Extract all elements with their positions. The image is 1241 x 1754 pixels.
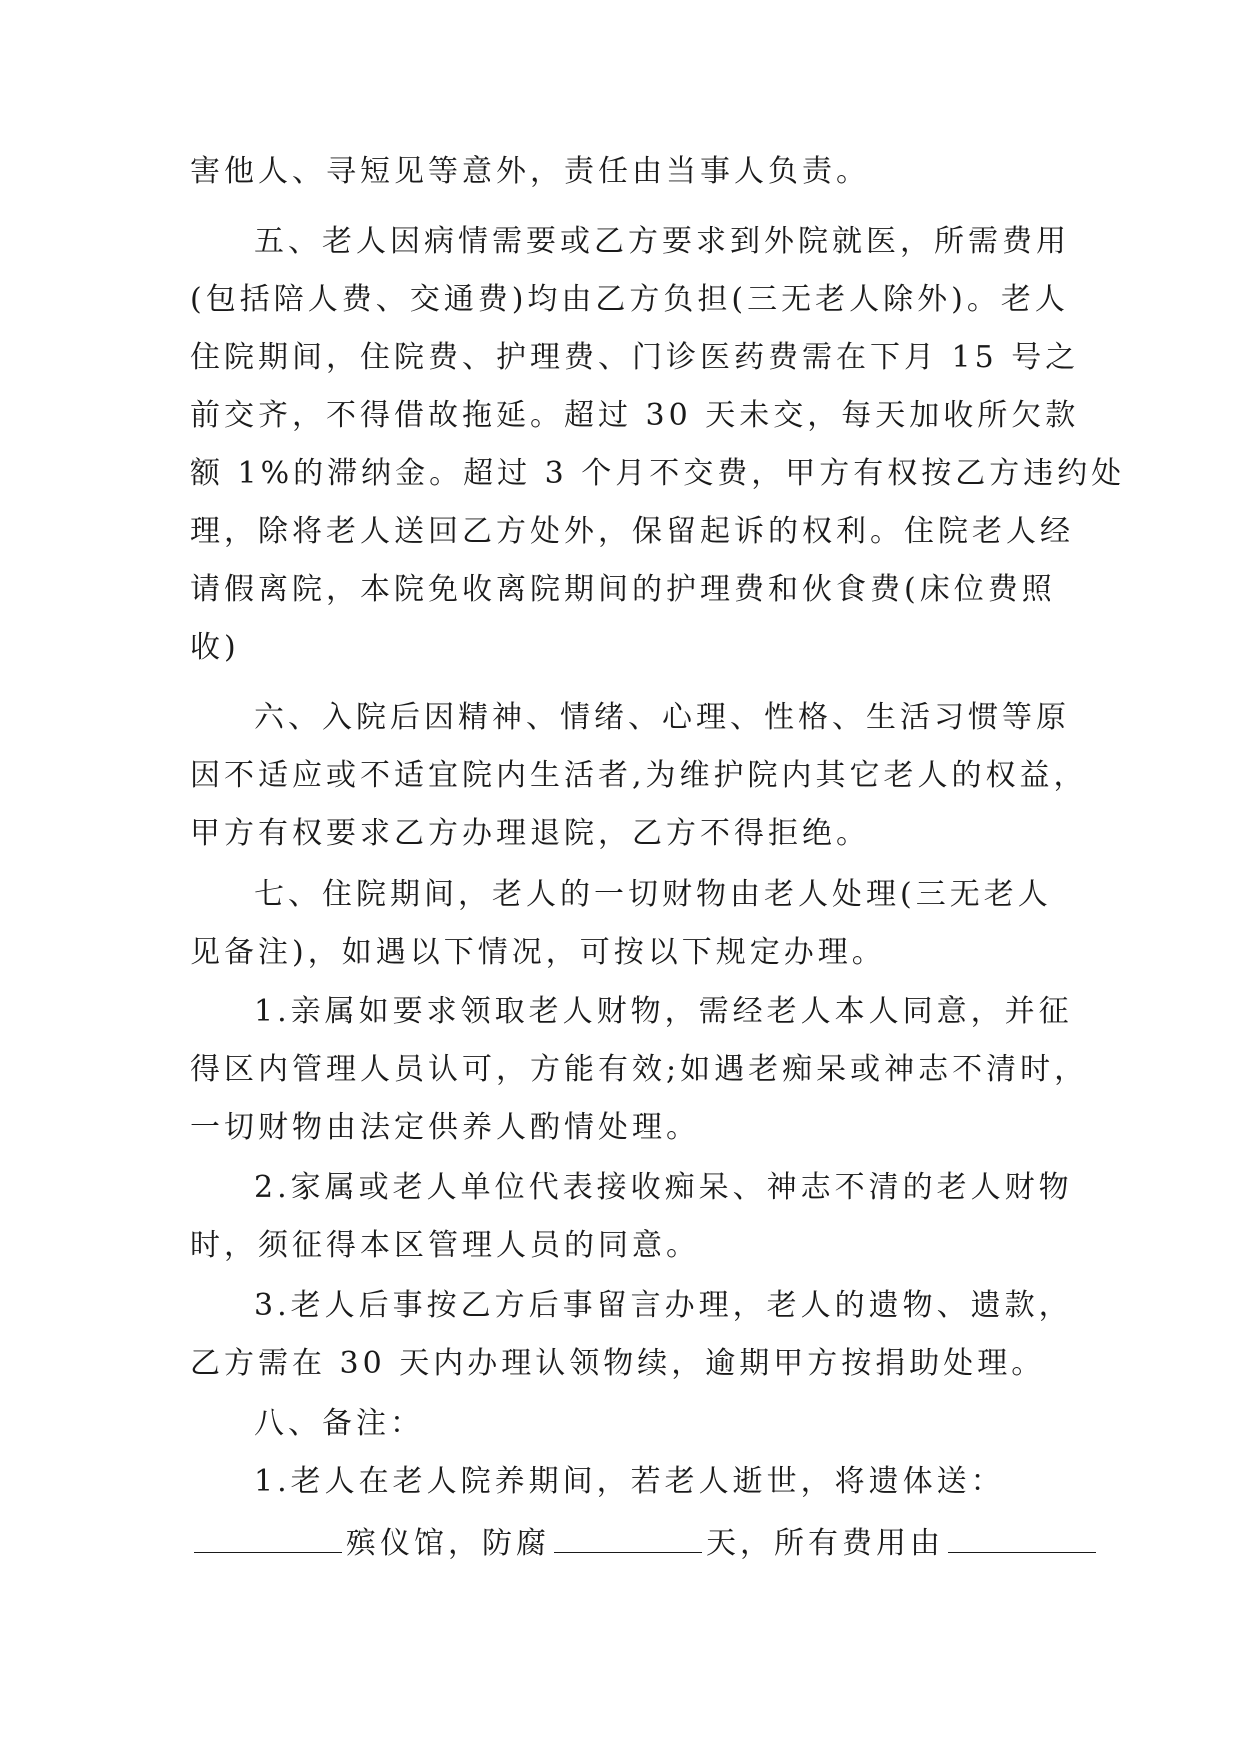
paragraph-line: 得区内管理人员认可，方能有效;如遇老痴呆或神志不清时， (190, 1052, 1089, 1087)
paragraph-line: 前交齐，不得借故拖延。超过 30 天未交，每天加收所欠款 (190, 398, 1080, 433)
paragraph-line: 八、备注： (254, 1406, 424, 1441)
blank-field[interactable] (948, 1520, 1096, 1553)
paragraph-line: 3.老人后事按乙方后事留言办理，老人的遗物、遗款， (254, 1288, 1073, 1323)
paragraph-line: 住院期间，住院费、护理费、门诊医药费需在下月 15 号之 (190, 340, 1080, 375)
paragraph-line: 六、入院后因精神、情绪、心理、性格、生活习惯等原 (254, 700, 1070, 735)
paragraph-line: 五、老人因病情需要或乙方要求到外院就医，所需费用 (254, 224, 1070, 259)
paragraph-line: 理，除将老人送回乙方处外，保留起诉的权利。住院老人经 (190, 514, 1074, 549)
fill-in-text: 天，所有费用由 (706, 1526, 944, 1561)
fill-in-text: 殡仪馆，防腐 (346, 1526, 550, 1561)
paragraph-line: (包括陪人费、交通费)均由乙方负担(三无老人除外)。老人 (190, 282, 1069, 317)
paragraph-line: 害他人、寻短见等意外，责任由当事人负责。 (190, 154, 870, 189)
paragraph-line: 因不适应或不适宜院内生活者,为维护院内其它老人的权益， (190, 758, 1088, 793)
paragraph-line: 见备注)，如遇以下情况，可按以下规定办理。 (190, 935, 886, 970)
paragraph-line: 1.老人在老人院养期间，若老人逝世，将遗体送： (254, 1464, 1005, 1499)
paragraph-line: 时，须征得本区管理人员的同意。 (190, 1228, 700, 1263)
paragraph-line: 收) (190, 630, 240, 665)
paragraph-line: 2.家属或老人单位代表接收痴呆、神志不清的老人财物 (254, 1170, 1073, 1205)
blank-field[interactable] (194, 1520, 342, 1553)
paragraph-line: 乙方需在 30 天内办理认领物续，逾期甲方按捐助处理。 (190, 1346, 1046, 1381)
paragraph-line: 请假离院，本院免收离院期间的护理费和伙食费(床位费照 (190, 572, 1056, 607)
paragraph-line: 一切财物由法定供养人酌情处理。 (190, 1110, 700, 1145)
fill-in-line (190, 1520, 1100, 1564)
paragraph-line: 额 1%的滞纳金。超过 3 个月不交费，甲方有权按乙方违约处 (190, 456, 1126, 491)
paragraph-line: 七、住院期间，老人的一切财物由老人处理(三无老人 (254, 877, 1052, 912)
paragraph-line: 甲方有权要求乙方办理退院，乙方不得拒绝。 (190, 816, 870, 851)
paragraph-line: 1.亲属如要求领取老人财物，需经老人本人同意，并征 (254, 994, 1073, 1029)
blank-field[interactable] (554, 1520, 702, 1553)
